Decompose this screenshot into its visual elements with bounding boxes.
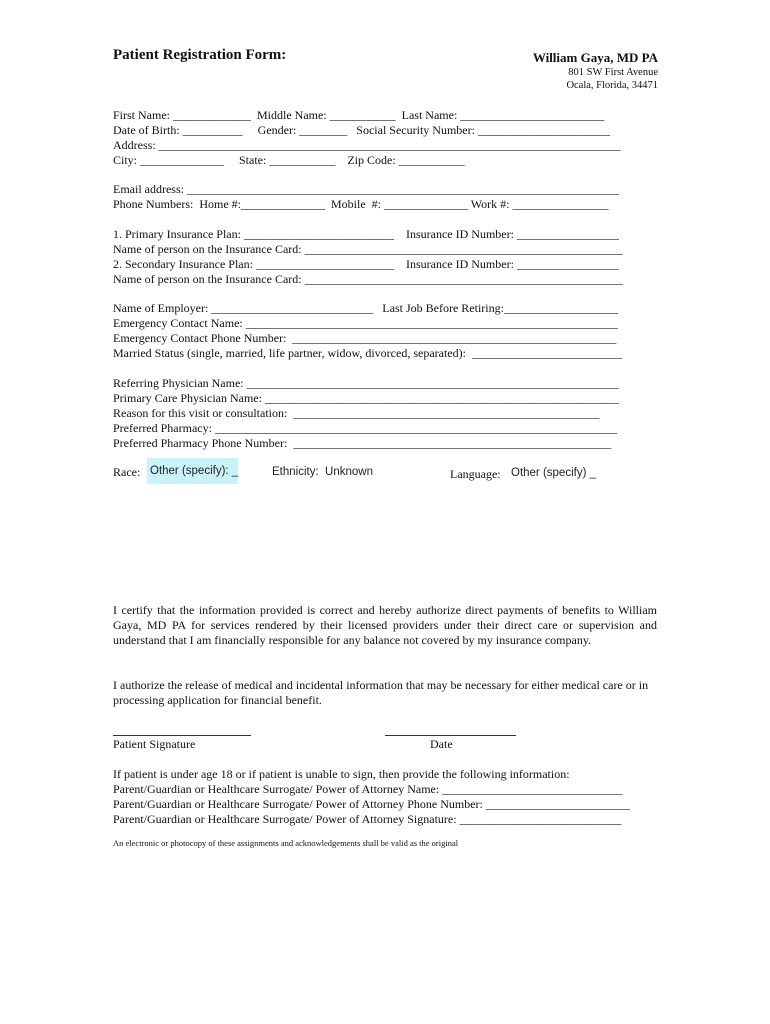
preferred-pharmacy-line[interactable]: Preferred Pharmacy: ___________________________________________________________________ — [113, 421, 617, 435]
race-field[interactable]: Other (specify): _ — [150, 465, 239, 477]
date-line[interactable] — [385, 735, 516, 736]
footer-note: An electronic or photocopy of these assignments and acknowledgements shall be valid as the original — [113, 838, 459, 848]
dob-gender-ssn-line[interactable]: Date of Birth: __________ Gender: ________ Social Security Number: ______________________ — [113, 123, 610, 137]
guardian-phone-line[interactable]: Parent/Guardian or Healthcare Surrogate/ Power of Attorney Phone Number: ________________________ — [113, 797, 630, 811]
email-line[interactable]: Email address: ________________________________________________________________________ — [113, 182, 619, 196]
race-label: Race: — [113, 465, 141, 479]
city-state-zip-line[interactable]: City: ______________ State: ___________ Zip Code: ___________ — [113, 153, 465, 167]
emergency-contact-name-line[interactable]: Emergency Contact Name: ______________________________________________________________ — [113, 316, 618, 330]
primary-care-physician-line[interactable]: Primary Care Physician Name: ___________________________________________________________ — [113, 391, 619, 405]
certification-paragraph: I certify that the information provided is correct and hereby authorize direct payments of benefits to William Gaya, MD PA for services rendered by their licensed providers under their direct care or supervision and understand that I am financially responsible for any balance not covered by my insurance company. — [113, 603, 657, 647]
phone-numbers-line[interactable]: Phone Numbers: Home #:______________ Mobile #: ______________ Work #: ________________ — [113, 197, 609, 211]
form-title: Patient Registration Form: — [113, 47, 287, 63]
release-authorization-paragraph: I authorize the release of medical and incidental information that may be necessary for either medical care or in processing application for financial benefit. — [113, 678, 649, 707]
pharmacy-phone-line[interactable]: Preferred Pharmacy Phone Number: _____________________________________________________ — [113, 436, 612, 450]
primary-insured-name-line[interactable]: Name of person on the Insurance Card: _____________________________________________________ — [113, 242, 623, 256]
language-field[interactable]: Other (specify) _ — [511, 467, 596, 479]
guardian-name-line[interactable]: Parent/Guardian or Healthcare Surrogate/ Power of Attorney Name: ______________________________ — [113, 782, 623, 796]
primary-insurance-line[interactable]: 1. Primary Insurance Plan: _________________________ Insurance ID Number: _________________ — [113, 227, 619, 241]
ethnicity-field[interactable]: Ethnicity: Unknown — [272, 466, 373, 478]
practice-name: William Gaya, MD PA — [532, 50, 658, 65]
employer-line[interactable]: Name of Employer: ___________________________ Last Job Before Retiring:___________________ — [113, 301, 618, 315]
name-fields-line[interactable]: First Name: _____________ Middle Name: ___________ Last Name: ________________________ — [113, 108, 605, 122]
language-label: Language: — [450, 467, 501, 481]
marital-status-line[interactable]: Married Status (single, married, life partner, widow, divorced, separated): _________________________ — [113, 346, 622, 360]
date-label: Date — [430, 737, 453, 751]
emergency-contact-phone-line[interactable]: Emergency Contact Phone Number: ______________________________________________________ — [113, 331, 617, 345]
secondary-insured-name-line[interactable]: Name of person on the Insurance Card: _____________________________________________________ — [113, 272, 623, 286]
practice-address-line2: Ocala, Florida, 34471 — [566, 80, 658, 91]
guardian-intro: If patient is under age 18 or if patient is unable to sign, then provide the following information: — [113, 767, 570, 781]
secondary-insurance-line[interactable]: 2. Secondary Insurance Plan: _______________________ Insurance ID Number: _________________ — [113, 257, 619, 271]
visit-reason-line[interactable]: Reason for this visit or consultation: ___________________________________________________ — [113, 406, 600, 420]
practice-address-line1: 801 SW First Avenue — [568, 67, 658, 78]
referring-physician-line[interactable]: Referring Physician Name: ______________________________________________________________ — [113, 376, 619, 390]
patient-signature-line[interactable] — [113, 735, 251, 736]
guardian-signature-line[interactable]: Parent/Guardian or Healthcare Surrogate/ Power of Attorney Signature: ___________________________ — [113, 812, 622, 826]
address-line[interactable]: Address: _____________________________________________________________________________ — [113, 138, 621, 152]
patient-signature-label: Patient Signature — [113, 737, 196, 751]
